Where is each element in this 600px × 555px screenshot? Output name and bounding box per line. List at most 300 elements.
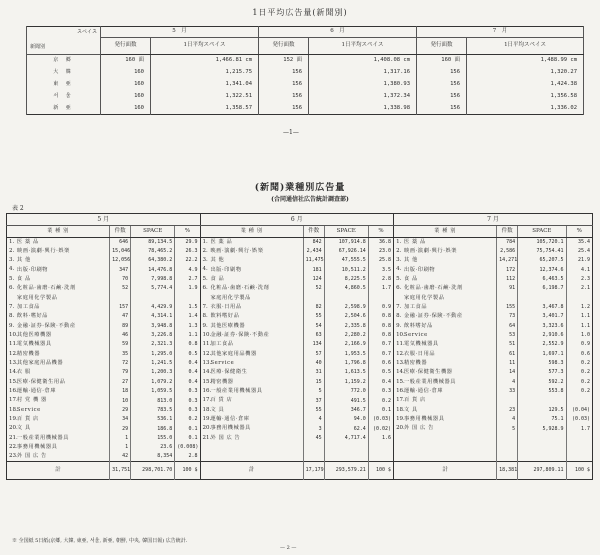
category-cell: 家庭用化学製品: [16, 294, 58, 301]
space-cell: 65,207.5: [518, 256, 566, 265]
count-cell: 1: [110, 443, 131, 452]
totals-row: [7, 462, 593, 480]
month-header-6: 6 月: [200, 214, 394, 226]
space-cell: 577.3: [518, 368, 566, 377]
pct-cell: 1.9: [175, 284, 200, 293]
space-cell: 2,910.6: [518, 331, 566, 340]
pct-cell: 1.1: [566, 312, 592, 321]
category-cell: 金融·証券·保険·不動産: [16, 322, 76, 329]
rank-cell: [394, 443, 402, 452]
category-cell: 其 他: [16, 257, 31, 264]
space-cell: 23.6: [131, 443, 175, 452]
pages-cell: 156: [259, 103, 309, 115]
space-cell: 553.8: [518, 387, 566, 396]
category-header: 業 種 別: [7, 226, 110, 238]
pct-cell: 22.2: [175, 256, 200, 265]
pct-cell: 4.9: [175, 266, 200, 275]
pct-cell: 1.5: [175, 303, 200, 312]
count-cell: 29: [110, 424, 131, 433]
count-cell: 10: [110, 396, 131, 405]
pct-cell: 1.1: [566, 322, 592, 331]
paper-row: [27, 103, 584, 115]
count-cell: 55: [303, 312, 324, 321]
pct-cell: 1.3: [175, 322, 200, 331]
category-cell: 映画·演劇·興行·娯楽: [16, 247, 70, 254]
rank-cell: 20.: [394, 424, 402, 433]
rank-cell: 9.: [200, 322, 208, 331]
pct-cell: [566, 294, 592, 303]
industry-row: [7, 340, 593, 349]
rank-cell: 1.: [9, 238, 15, 245]
count-cell: 31: [303, 368, 324, 377]
space-cell: 1,200.3: [131, 368, 175, 377]
space-cell: 3,401.7: [518, 312, 566, 321]
row-header-label: 新聞別: [30, 44, 46, 50]
pct-cell: 0.3: [368, 387, 393, 396]
count-cell: 11,475: [303, 256, 324, 265]
category-cell: 一般産業用機械器具: [210, 388, 263, 395]
category-cell: 出版·印刷物: [403, 266, 436, 273]
category-cell: 運輸·通信·倉庫: [403, 388, 444, 395]
rank-cell: 7.: [9, 303, 15, 310]
pct-cell: 0.1: [175, 424, 200, 433]
rank-cell: 19.: [9, 415, 18, 422]
paper-name: 東 亜: [27, 79, 101, 91]
total-pct: 100 $: [566, 462, 592, 480]
space-cell: 1,215.75: [151, 67, 259, 79]
space-cell: [324, 294, 368, 303]
category-cell: 運輸·通信·倉庫: [210, 416, 250, 423]
pct-cell: 25.8: [368, 256, 393, 265]
category-cell: 精密機器: [210, 378, 234, 385]
page-number-2: — 2 —: [280, 545, 297, 551]
total-label: 計: [394, 462, 497, 480]
space-cell: 1,079.2: [131, 378, 175, 387]
pct-cell: (0.04): [566, 406, 592, 415]
pct-cell: 0.8: [368, 312, 393, 321]
industry-row: [7, 378, 593, 387]
total-pct: 100 $: [368, 462, 393, 480]
space-cell: 2,504.6: [324, 312, 368, 321]
count-cell: 5: [303, 387, 324, 396]
category-cell: 精密機器: [16, 350, 41, 357]
space-cell: [324, 443, 368, 452]
avg-space-header: 1日平均スペイス: [151, 38, 259, 55]
count-cell: [110, 294, 131, 303]
count-cell: 64: [497, 322, 518, 331]
pct-cell: [368, 443, 393, 452]
pct-cell: 2.7: [175, 275, 200, 284]
count-cell: 89: [110, 322, 131, 331]
count-cell: [497, 294, 518, 303]
pct-cell: 0.6: [368, 359, 393, 368]
pct-cell: 0.2: [566, 368, 592, 377]
category-cell: 出版·印刷物: [16, 266, 49, 273]
rank-cell: 15.: [9, 378, 18, 385]
rank-cell: 16.: [200, 387, 208, 396]
pct-header: %: [175, 226, 200, 238]
space-cell: 8,225.5: [324, 275, 368, 284]
rank-cell: 5.: [200, 275, 208, 284]
space-cell: 78,465.2: [131, 247, 175, 256]
rank-cell: [200, 452, 208, 461]
rank-cell: 17.: [200, 396, 208, 405]
category-cell: 化粧品·歯磨·石鹸·洗剤: [210, 285, 270, 292]
pct-cell: (0.008): [175, 443, 200, 452]
rank-cell: 22.: [9, 443, 18, 450]
count-cell: 55: [303, 406, 324, 415]
category-cell: 事務用機械器具: [16, 444, 58, 451]
space-cell: [131, 294, 175, 303]
category-cell: 文 具: [403, 406, 418, 413]
pct-cell: 0.6: [566, 350, 592, 359]
count-cell: [497, 452, 518, 461]
space-cell: 155.0: [131, 434, 175, 443]
pct-cell: [368, 452, 393, 461]
pages-header: 発行面数: [417, 38, 467, 55]
space-cell: 783.5: [131, 406, 175, 415]
space-cell: 5,774.4: [131, 284, 175, 293]
space-cell: 1,488.99 cm: [467, 55, 584, 67]
pct-cell: 0.1: [368, 406, 393, 415]
space-cell: 75,754.41: [518, 247, 566, 256]
space-cell: 1,336.02: [467, 103, 584, 115]
pct-cell: 35.4: [566, 238, 592, 247]
count-cell: 842: [303, 238, 324, 247]
pct-cell: 25.4: [566, 247, 592, 256]
category-cell: 電気機械器具: [403, 341, 439, 348]
count-cell: 29: [110, 406, 131, 415]
industry-row: [7, 247, 593, 256]
paper-name: 京 郷: [27, 55, 101, 67]
count-cell: 51: [497, 340, 518, 349]
category-cell: 外 国 広 告: [403, 425, 434, 432]
total-space: 298,701.70: [131, 462, 175, 480]
rank-cell: 2.: [394, 247, 402, 256]
count-cell: [303, 294, 324, 303]
space-cell: 2,335.8: [324, 322, 368, 331]
rank-cell: 7.: [200, 303, 208, 312]
count-cell: 45: [303, 434, 324, 443]
space-cell: [518, 434, 566, 443]
category-cell: 文 具: [210, 406, 225, 413]
space-cell: 129.5: [518, 406, 566, 415]
count-header: 件数: [303, 226, 324, 238]
rank-cell: [7, 294, 15, 303]
rank-cell: 6.: [200, 284, 208, 293]
space-cell: 5,928.9: [518, 424, 566, 433]
pages-cell: 160 面: [417, 55, 467, 67]
category-cell: 事務用機械器具: [403, 416, 445, 423]
month-header-7: 7 月: [417, 27, 584, 38]
rank-cell: 3.: [394, 256, 402, 265]
space-cell: 346.7: [324, 406, 368, 415]
pages-cell: 156: [259, 79, 309, 91]
industry-row: [7, 443, 593, 452]
count-cell: 53: [497, 331, 518, 340]
rank-cell: 17.: [9, 397, 18, 404]
count-cell: [303, 443, 324, 452]
count-cell: 70: [110, 275, 131, 284]
daily-average-body: [27, 55, 584, 115]
category-cell: 医 薬 品: [210, 238, 233, 245]
count-cell: 4: [303, 415, 324, 424]
rank-cell: 15.: [394, 378, 402, 387]
category-cell: 医療·保健衛生用品: [16, 378, 66, 385]
pages-cell: 160: [101, 103, 151, 115]
pct-cell: 0.4: [175, 359, 200, 368]
rank-cell: [394, 452, 402, 461]
avg-space-header: 1日平均スペイス: [309, 38, 417, 55]
space-cell: 592.2: [518, 378, 566, 387]
category-cell: [402, 452, 497, 461]
rank-cell: 1.: [394, 238, 402, 247]
count-cell: 14,271: [497, 256, 518, 265]
space-cell: [518, 396, 566, 405]
column-header-row: [7, 226, 593, 238]
pct-cell: 36.8: [368, 238, 393, 247]
space-cell: 89,134.5: [131, 238, 175, 247]
paper-row: [27, 67, 584, 79]
category-cell: 一般産業用機械器具: [16, 434, 69, 441]
rank-cell: 8.: [394, 312, 402, 321]
space-cell: 6,463.5: [518, 275, 566, 284]
category-cell: 金融·証券·保険·不動産: [210, 332, 270, 338]
space-cell: 4,717.4: [324, 434, 368, 443]
industry-row: [7, 303, 593, 312]
rank-cell: 13.: [394, 359, 402, 368]
pct-cell: 0.5: [175, 350, 200, 359]
pages-cell: 152 面: [259, 55, 309, 67]
category-cell: 運輸·通信·倉庫: [16, 388, 57, 395]
industry-row: [7, 312, 593, 321]
footnote: ※ 全国紙 5日紙(京郷, 大韓, 東亜, 서울, 新亜, 朝鮮, 中央, 韓国日報) 広告統計.: [12, 538, 188, 544]
rank-cell: 4.: [394, 266, 402, 275]
col-header-label: スペイス: [77, 29, 97, 35]
rank-cell: 7.: [394, 303, 402, 312]
industry-row: [7, 350, 593, 359]
industry-row: [7, 284, 593, 293]
paper-row: [27, 91, 584, 103]
count-cell: 73: [497, 312, 518, 321]
rank-cell: 14.: [200, 368, 208, 377]
rank-cell: 17.: [394, 396, 402, 405]
pct-cell: [566, 443, 592, 452]
pct-cell: 2.8: [368, 275, 393, 284]
space-cell: 1,322.51: [151, 91, 259, 103]
rank-cell: 12.: [200, 350, 208, 359]
space-cell: 1,697.1: [518, 350, 566, 359]
rank-cell: 3.: [200, 256, 208, 265]
count-cell: 2,434: [303, 247, 324, 256]
category-cell: 食 品: [403, 275, 418, 282]
count-cell: 15,046: [110, 247, 131, 256]
rank-cell: 19.: [394, 415, 402, 424]
table1-title: 1日平均広告量(新聞別): [252, 8, 348, 17]
rank-cell: 11.: [394, 340, 402, 349]
pct-cell: 0.4: [175, 378, 200, 387]
pct-cell: 0.2: [368, 396, 393, 405]
count-cell: 155: [497, 303, 518, 312]
pct-cell: 0.7: [368, 340, 393, 349]
pct-cell: 2.1: [566, 284, 592, 293]
count-cell: 181: [303, 266, 324, 275]
category-cell: 百 貨 店: [210, 397, 233, 404]
space-cell: 2,321.3: [131, 340, 175, 349]
space-cell: 1,358.57: [151, 103, 259, 115]
category-cell: 其他医療機器: [16, 332, 52, 338]
pages-cell: 160: [101, 67, 151, 79]
category-cell: 映画·演劇·興行·娯楽: [210, 247, 264, 254]
rank-cell: 9.: [394, 322, 402, 331]
space-cell: 536.1: [131, 415, 175, 424]
pages-cell: 160: [101, 79, 151, 91]
pages-cell: 156: [417, 67, 467, 79]
space-header: SPACE: [324, 226, 368, 238]
rank-cell: 23.: [9, 453, 18, 460]
pct-cell: 0.4: [175, 368, 200, 377]
industry-ad-body: [7, 238, 593, 462]
pct-cell: 2.3: [566, 275, 592, 284]
pct-cell: 0.8: [175, 340, 200, 349]
category-cell: 其 他: [210, 257, 225, 264]
count-cell: 47: [110, 312, 131, 321]
space-cell: 1,338.98: [309, 103, 417, 115]
rank-cell: 6.: [394, 284, 402, 293]
pct-cell: 1.7: [566, 424, 592, 433]
space-cell: 47,555.5: [324, 256, 368, 265]
category-cell: 文 具: [16, 425, 31, 432]
rank-cell: [200, 443, 208, 452]
space-cell: 1,320.27: [467, 67, 584, 79]
count-cell: 4: [497, 415, 518, 424]
pct-cell: (0.02): [368, 424, 393, 433]
paper-row: [27, 55, 584, 67]
count-cell: [497, 434, 518, 443]
count-cell: [303, 452, 324, 461]
category-cell: 家庭用化学製品: [210, 294, 251, 301]
space-cell: 1,953.5: [324, 350, 368, 359]
count-cell: 172: [497, 266, 518, 275]
pct-cell: 0.3: [175, 387, 200, 396]
month-header-7: 7 月: [394, 214, 593, 226]
industry-row: [7, 359, 593, 368]
pct-cell: 0.1: [175, 434, 200, 443]
pct-cell: 0.8: [368, 331, 393, 340]
pct-cell: [566, 452, 592, 461]
count-cell: 42: [110, 452, 131, 461]
total-label: 計: [7, 462, 110, 480]
space-cell: 1,356.58: [467, 91, 584, 103]
space-cell: 67,926.14: [324, 247, 368, 256]
space-cell: 3,323.6: [518, 322, 566, 331]
pct-cell: 0.3: [175, 406, 200, 415]
pages-cell: 156: [417, 79, 467, 91]
industry-row: [7, 266, 593, 275]
paper-row: [27, 79, 584, 91]
space-cell: 12,374.6: [518, 266, 566, 275]
rank-cell: [200, 294, 208, 303]
category-cell: Service: [16, 406, 41, 413]
rank-cell: 13.: [200, 359, 208, 368]
space-cell: 491.5: [324, 396, 368, 405]
space-cell: 8,354: [131, 452, 175, 461]
count-cell: 52: [110, 284, 131, 293]
pct-cell: 0.7: [368, 350, 393, 359]
category-cell: 出版·印刷物: [210, 266, 242, 273]
pages-header: 発行面数: [101, 38, 151, 55]
rank-cell: 8.: [200, 312, 208, 321]
category-cell: 外 国 広 告: [210, 434, 241, 441]
rank-cell: 9.: [9, 322, 15, 329]
rank-cell: 6.: [9, 285, 15, 292]
rank-cell: 19.: [200, 415, 208, 424]
category-cell: 飲料嗜好品: [403, 322, 433, 329]
rank-cell: 21.: [200, 434, 208, 443]
count-cell: 72: [110, 359, 131, 368]
paper-name: 大 韓: [27, 67, 101, 79]
pct-cell: 23.0: [368, 247, 393, 256]
count-cell: 79: [110, 368, 131, 377]
count-cell: 124: [303, 275, 324, 284]
month-header-6: 6 月: [259, 27, 417, 38]
category-header: 業 種 別: [394, 226, 497, 238]
space-cell: 14,476.8: [131, 266, 175, 275]
category-cell: 医療·保健衛生: [210, 369, 248, 376]
count-cell: 63: [303, 331, 324, 340]
space-cell: 3,226.8: [131, 331, 175, 340]
pct-header: %: [368, 226, 393, 238]
count-cell: 82: [303, 303, 324, 312]
industry-row: [7, 424, 593, 433]
category-cell: [402, 443, 497, 452]
rank-cell: 3.: [9, 257, 15, 264]
pct-cell: 0.8: [368, 322, 393, 331]
space-cell: 105,720.1: [518, 238, 566, 247]
pct-cell: 0.3: [175, 396, 200, 405]
count-cell: 57: [303, 350, 324, 359]
count-cell: 5: [497, 424, 518, 433]
pages-cell: 156: [259, 67, 309, 79]
total-label: 計: [200, 462, 303, 480]
count-cell: 11: [497, 359, 518, 368]
category-cell: [208, 443, 303, 452]
total-count: 31,751: [110, 462, 131, 480]
space-cell: 1,796.8: [324, 359, 368, 368]
pct-cell: 0.2: [566, 359, 592, 368]
space-cell: 4,314.1: [131, 312, 175, 321]
pct-cell: 1.4: [175, 312, 200, 321]
category-cell: 其他家庭用品機器: [16, 360, 64, 367]
count-cell: 23: [497, 406, 518, 415]
category-cell: 衣服·日用品: [403, 350, 436, 357]
category-cell: Service: [210, 360, 235, 367]
rank-cell: 14.: [394, 368, 402, 377]
pct-cell: 1.6: [368, 434, 393, 443]
rank-cell: 10.: [200, 331, 208, 340]
total-space: 293,579.21: [324, 462, 368, 480]
category-cell: 金融·証券·保険·不動産: [403, 313, 463, 320]
space-cell: 1,159.2: [324, 378, 368, 387]
space-cell: 6,198.7: [518, 284, 566, 293]
category-cell: 食 品: [16, 275, 31, 282]
rank-cell: 10.: [394, 331, 402, 340]
space-cell: 3,948.8: [131, 322, 175, 331]
category-cell: 其他医療機器: [210, 322, 246, 329]
space-cell: 2,598.9: [324, 303, 368, 312]
pct-cell: 1.1: [175, 331, 200, 340]
space-cell: 2,552.9: [518, 340, 566, 349]
